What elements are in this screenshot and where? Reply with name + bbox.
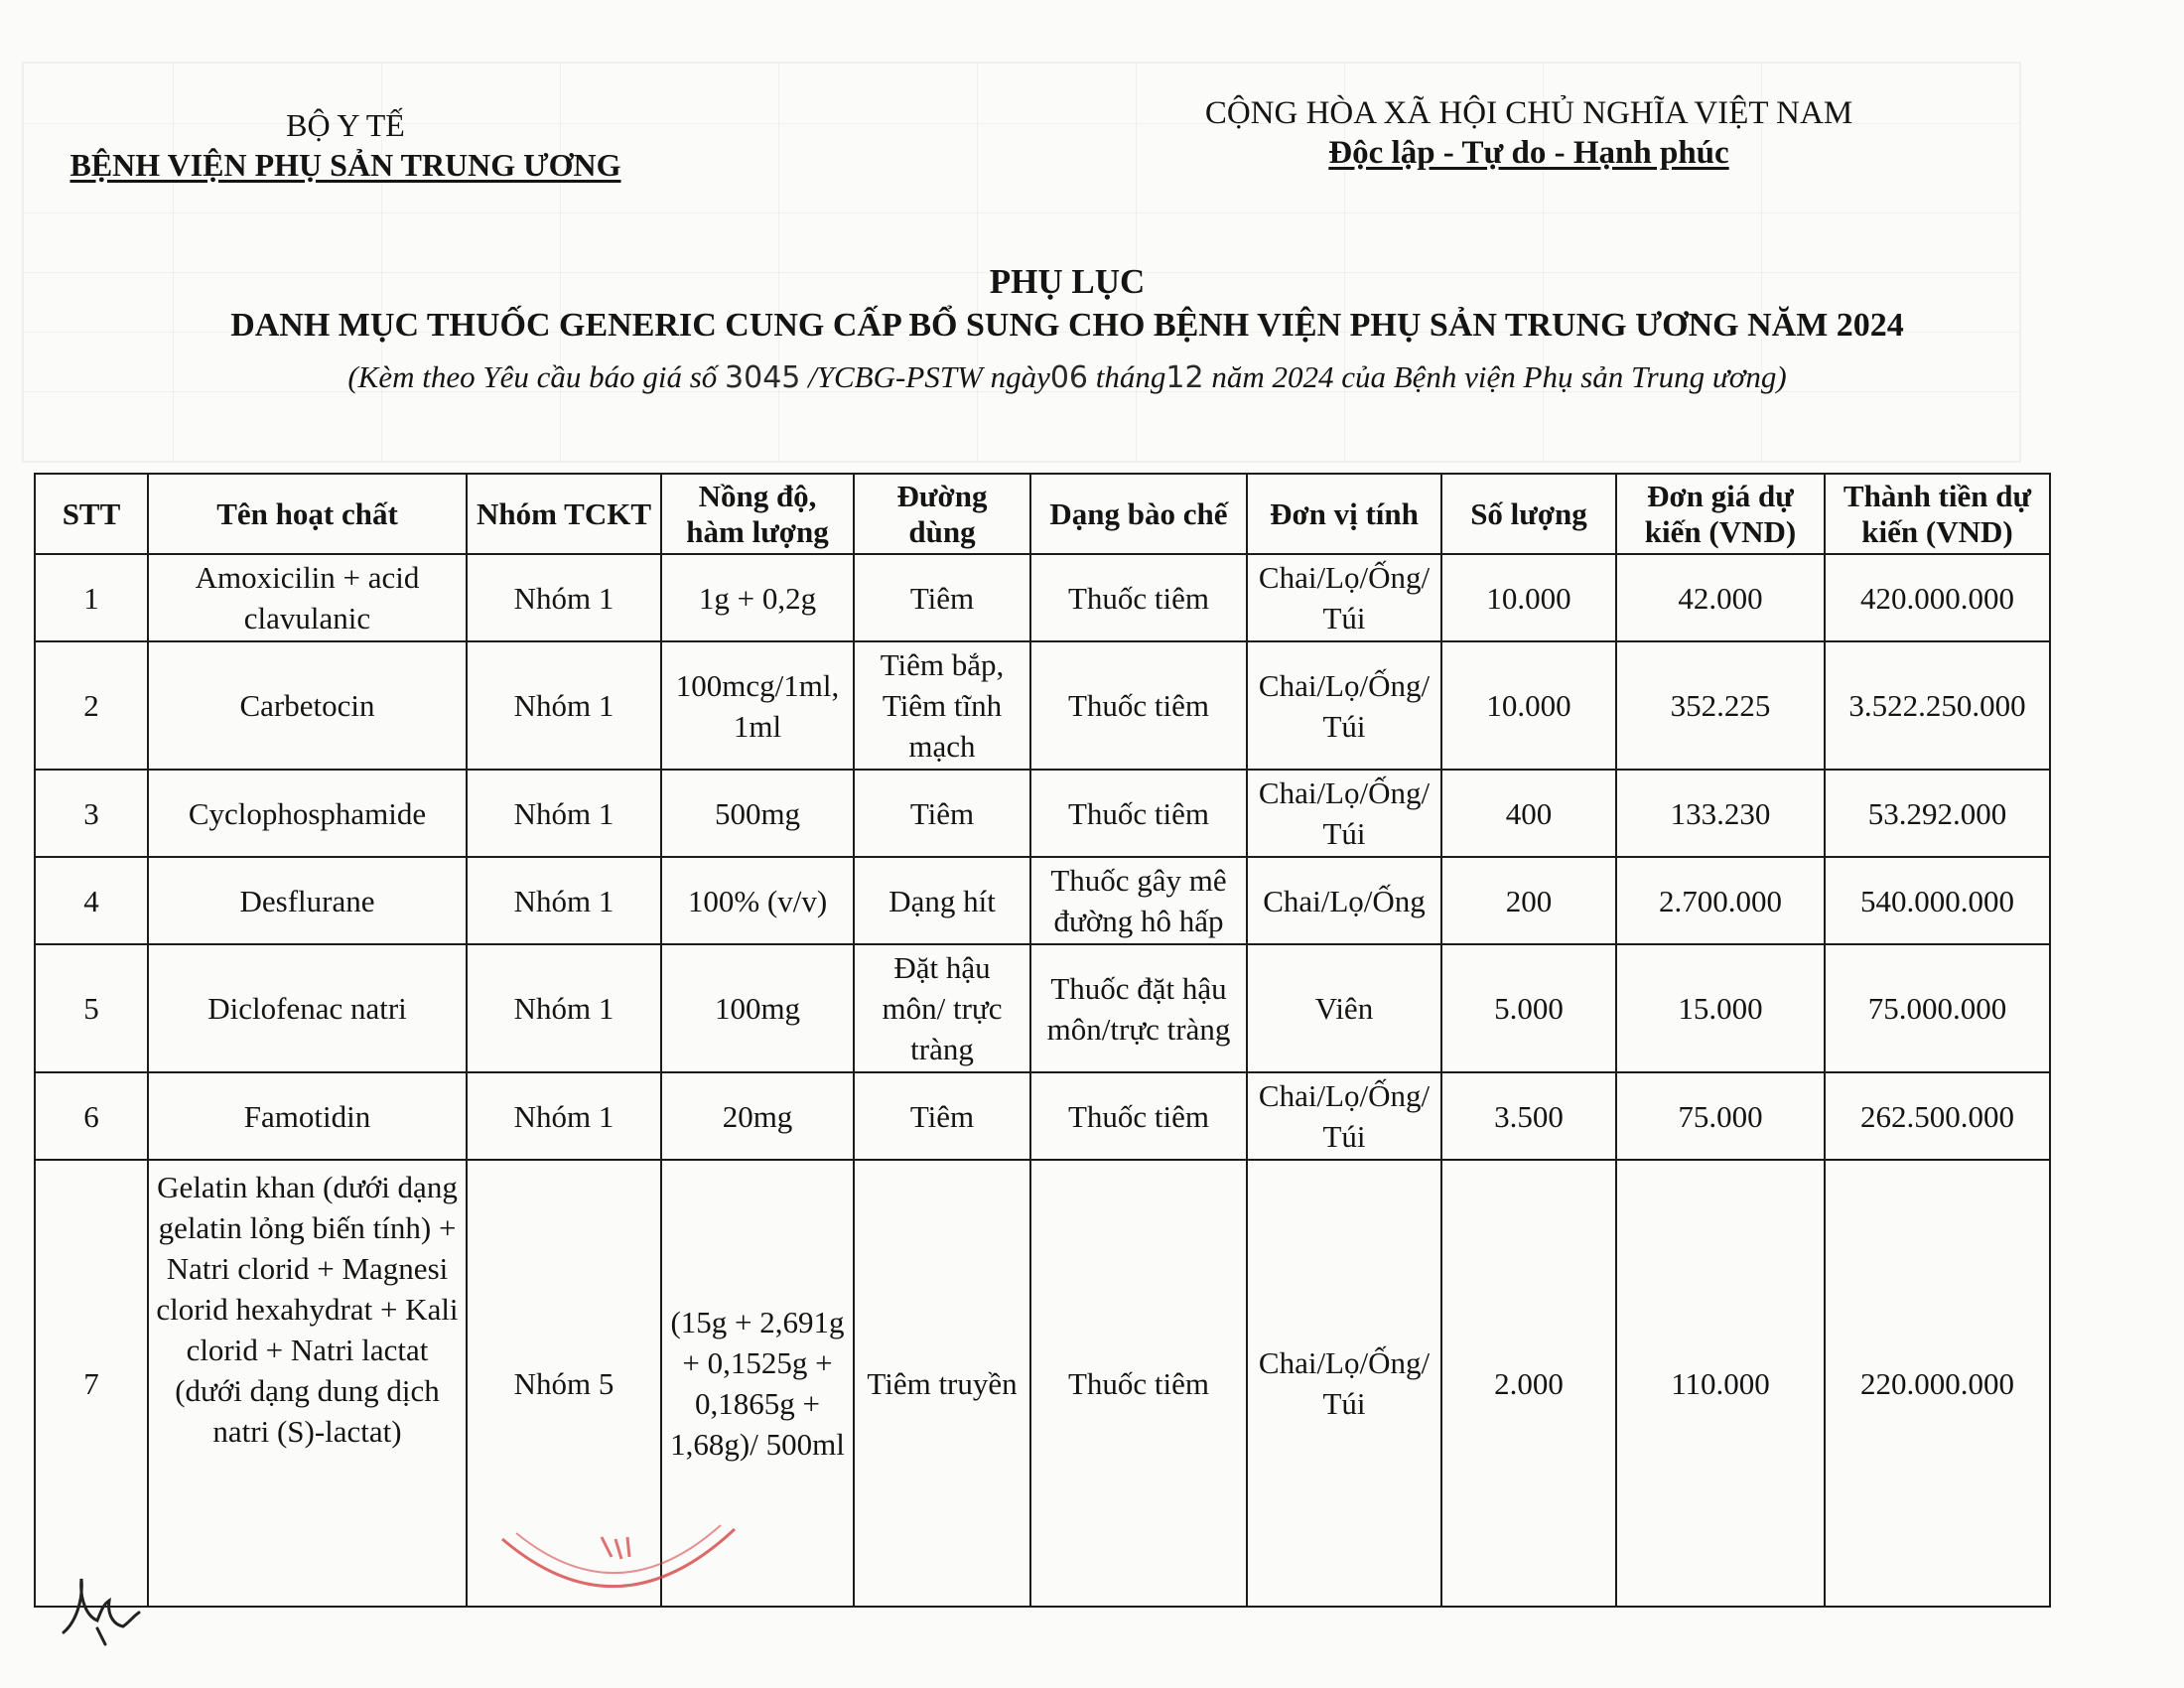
cell-stt: 1 <box>35 554 148 641</box>
cell-unit: Chai/Lọ/Ống/ Túi <box>1247 641 1441 770</box>
table-header-row <box>35 474 2050 554</box>
main-title: DANH MỤC THUỐC GENERIC CUNG CẤP BỔ SUNG CHO BỆNH VIỆN PHỤ SẢN TRUNG ƯƠNG NĂM 2024 <box>230 307 1904 344</box>
cell-price: 133.230 <box>1616 770 1825 857</box>
reference-mid-2: tháng <box>1088 359 1166 394</box>
cell-name: Gelatin khan (dưới dạng gelatin lỏng biến tính) + Natri clorid + Magnesi clorid hexahydrat + Kali clorid + Natri lactat (dưới dạng dung dịch natri (S)-lactat) <box>148 1160 467 1607</box>
cell-group: Nhóm 5 <box>467 1160 661 1607</box>
header-stt: STT <box>35 474 148 554</box>
cell-name: Cyclophosphamide <box>148 770 467 857</box>
issuer-header <box>58 105 633 185</box>
cell-name: Carbetocin <box>148 641 467 770</box>
cell-group: Nhóm 1 <box>467 944 661 1072</box>
cell-quantity: 400 <box>1441 770 1616 857</box>
cell-form: Thuốc tiêm <box>1030 770 1247 857</box>
cell-stt: 4 <box>35 857 148 944</box>
cell-strength: 20mg <box>661 1072 854 1160</box>
cell-quantity: 10.000 <box>1441 554 1616 641</box>
cell-strength: (15g + 2,691g + 0,1525g + 0,1865g + 1,68g)/ 500ml <box>661 1160 854 1607</box>
cell-route: Dạng hít <box>854 857 1030 944</box>
cell-group: Nhóm 1 <box>467 1072 661 1160</box>
cell-quantity: 2.000 <box>1441 1160 1616 1607</box>
cell-form: Thuốc tiêm <box>1030 1160 1247 1607</box>
cell-quantity: 5.000 <box>1441 944 1616 1072</box>
header-dosage-form: Dạng bào chế <box>1030 474 1247 554</box>
cell-unit: Viên <box>1247 944 1441 1072</box>
cell-total: 53.292.000 <box>1825 770 2050 857</box>
table-row <box>35 857 2050 944</box>
header-strength: Nồng độ, hàm lượng <box>661 474 854 554</box>
cell-route: Tiêm bắp, Tiêm tĩnh mạch <box>854 641 1030 770</box>
reference-suffix: năm 2024 của Bệnh viện Phụ sản Trung ương) <box>1203 359 1787 394</box>
cell-form: Thuốc tiêm <box>1030 554 1247 641</box>
cell-group: Nhóm 1 <box>467 554 661 641</box>
national-header <box>1171 93 1886 173</box>
cell-price: 42.000 <box>1616 554 1825 641</box>
cell-price: 110.000 <box>1616 1160 1825 1607</box>
cell-route: Tiêm <box>854 554 1030 641</box>
document-titles <box>139 260 1995 400</box>
cell-stt: 6 <box>35 1072 148 1160</box>
table-row <box>35 554 2050 641</box>
cell-strength: 500mg <box>661 770 854 857</box>
ministry-name: BỘ Y TẾ <box>286 107 405 143</box>
cell-route: Tiêm <box>854 770 1030 857</box>
appendix-title: PHỤ LỤC <box>989 262 1146 301</box>
cell-unit: Chai/Lọ/Ống/ Túi <box>1247 554 1441 641</box>
header-unit: Đơn vị tính <box>1247 474 1441 554</box>
cell-name: Famotidin <box>148 1072 467 1160</box>
table-row <box>35 1160 2050 1607</box>
handwritten-doc-number: 3045 <box>725 360 801 395</box>
cell-route: Tiêm <box>854 1072 1030 1160</box>
hospital-name: BỆNH VIỆN PHỤ SẢN TRUNG ƯƠNG <box>69 147 621 183</box>
cell-stt: 7 <box>35 1160 148 1607</box>
cell-form: Thuốc đặt hậu môn/trực tràng <box>1030 944 1247 1072</box>
national-motto: Độc lập - Tự do - Hạnh phúc <box>1328 135 1729 171</box>
cell-price: 15.000 <box>1616 944 1825 1072</box>
cell-total: 540.000.000 <box>1825 857 2050 944</box>
cell-name: Desflurane <box>148 857 467 944</box>
cell-total: 3.522.250.000 <box>1825 641 2050 770</box>
cell-quantity: 3.500 <box>1441 1072 1616 1160</box>
cell-price: 75.000 <box>1616 1072 1825 1160</box>
cell-unit: Chai/Lọ/Ống/ Túi <box>1247 1160 1441 1607</box>
red-seal-stamp <box>494 1519 743 1609</box>
cell-total: 75.000.000 <box>1825 944 2050 1072</box>
cell-stt: 2 <box>35 641 148 770</box>
cell-name: Diclofenac natri <box>148 944 467 1072</box>
cell-unit: Chai/Lọ/Ống <box>1247 857 1441 944</box>
cell-stt: 3 <box>35 770 148 857</box>
handwritten-day: 06 <box>1049 360 1089 395</box>
table-row <box>35 944 2050 1072</box>
handwritten-month: 12 <box>1165 360 1204 395</box>
header-route: Đường dùng <box>854 474 1030 554</box>
table-row <box>35 641 2050 770</box>
header-group: Nhóm TCKT <box>467 474 661 554</box>
cell-strength: 100mg <box>661 944 854 1072</box>
cell-form: Thuốc tiêm <box>1030 641 1247 770</box>
cell-price: 352.225 <box>1616 641 1825 770</box>
cell-strength: 1g + 0,2g <box>661 554 854 641</box>
cell-route: Tiêm truyền <box>854 1160 1030 1607</box>
cell-total: 220.000.000 <box>1825 1160 2050 1607</box>
header-active-ingredient: Tên hoạt chất <box>148 474 467 554</box>
cell-quantity: 200 <box>1441 857 1616 944</box>
reference-line <box>139 355 1995 400</box>
cell-stt: 5 <box>35 944 148 1072</box>
reference-mid-1: /YCBG-PSTW ngày <box>800 359 1050 394</box>
cell-quantity: 10.000 <box>1441 641 1616 770</box>
header-total: Thành tiền dự kiến (VND) <box>1825 474 2050 554</box>
drug-list-table <box>34 473 2051 1608</box>
table-row <box>35 1072 2050 1160</box>
cell-name: Amoxicilin + acid clavulanic <box>148 554 467 641</box>
cell-unit: Chai/Lọ/Ống/ Túi <box>1247 1072 1441 1160</box>
cell-unit: Chai/Lọ/Ống/ Túi <box>1247 770 1441 857</box>
nation-name: CỘNG HÒA XÃ HỘI CHỦ NGHĨA VIỆT NAM <box>1204 95 1853 131</box>
cell-route: Đặt hậu môn/ trực tràng <box>854 944 1030 1072</box>
cell-group: Nhóm 1 <box>467 641 661 770</box>
table-row <box>35 770 2050 857</box>
cell-group: Nhóm 1 <box>467 857 661 944</box>
handwritten-initials <box>58 1571 147 1650</box>
cell-form: Thuốc gây mê đường hô hấp <box>1030 857 1247 944</box>
cell-total: 420.000.000 <box>1825 554 2050 641</box>
header-unit-price: Đơn giá dự kiến (VND) <box>1616 474 1825 554</box>
cell-strength: 100% (v/v) <box>661 857 854 944</box>
cell-form: Thuốc tiêm <box>1030 1072 1247 1160</box>
cell-group: Nhóm 1 <box>467 770 661 857</box>
cell-total: 262.500.000 <box>1825 1072 2050 1160</box>
reference-prefix: (Kèm theo Yêu cầu báo giá số <box>347 359 726 394</box>
cell-price: 2.700.000 <box>1616 857 1825 944</box>
header-quantity: Số lượng <box>1441 474 1616 554</box>
cell-strength: 100mcg/1ml, 1ml <box>661 641 854 770</box>
